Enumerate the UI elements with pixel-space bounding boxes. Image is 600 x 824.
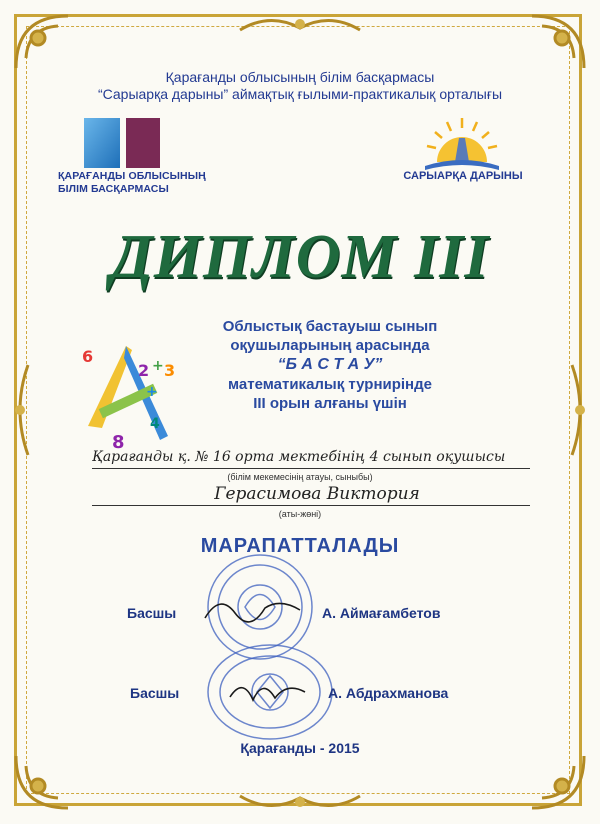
signer-1-role: Басшы — [127, 605, 177, 621]
signer-2-name: А. Абдрахманова — [328, 685, 449, 701]
recipient-name-handwritten: Герасимова Виктория — [214, 484, 420, 504]
name-field-line — [92, 505, 530, 506]
description-line-5: III орын алғаны үшін — [253, 395, 407, 412]
description-tournament-name: “Б А С Т А У” — [277, 356, 383, 373]
official-seal-2 — [205, 642, 335, 742]
school-field-label: (білім мекемесінің атауы, сыныбы) — [227, 472, 373, 482]
school-field-line — [92, 468, 530, 469]
header-line-2: “Сарыарқа дарыны” аймақтық ғылыми-практикалық орталығы — [97, 86, 503, 102]
left-logo-text-line-2: БІЛІМ БАСҚАРМАСЫ — [58, 183, 169, 195]
svg-text:6: 6 — [82, 347, 94, 366]
left-logo-text-line-1: ҚАРАҒАНДЫ ОБЛЫСЫНЫҢ — [58, 170, 206, 182]
school-handwritten-entry: Қарағанды қ. № 16 орта мектебінің 4 сынып оқушысы — [92, 449, 506, 465]
svg-text:+: + — [146, 384, 158, 400]
description-line-1: Облыстық бастауыш сынып — [222, 318, 438, 335]
header-line-1: Қарағанды облысының білім басқармасы — [165, 69, 435, 85]
right-logo-text: САРЫАРҚА ДАРЫНЫ — [403, 170, 523, 182]
description-line-2: оқушыларының арасында — [230, 337, 430, 354]
name-field-label: (аты-жөні) — [278, 509, 322, 519]
svg-text:+: + — [152, 358, 164, 374]
awarded-heading: МАРАПАТТАЛАДЫ — [200, 535, 400, 557]
saryarka-daryny-logo — [395, 110, 530, 200]
signer-1-name: А. Аймағамбетов — [322, 605, 441, 621]
signer-2-role: Басшы — [130, 685, 180, 701]
city-year: Қарағанды - 2015 — [240, 740, 360, 756]
svg-text:8: 8 — [112, 432, 125, 453]
svg-text:2: 2 — [138, 361, 150, 380]
svg-text:3: 3 — [164, 361, 176, 380]
diploma-title: ДИПЛОМ III — [110, 223, 490, 291]
svg-text:4: 4 — [150, 416, 160, 432]
description-line-4: математикалық турнирінде — [228, 376, 432, 393]
